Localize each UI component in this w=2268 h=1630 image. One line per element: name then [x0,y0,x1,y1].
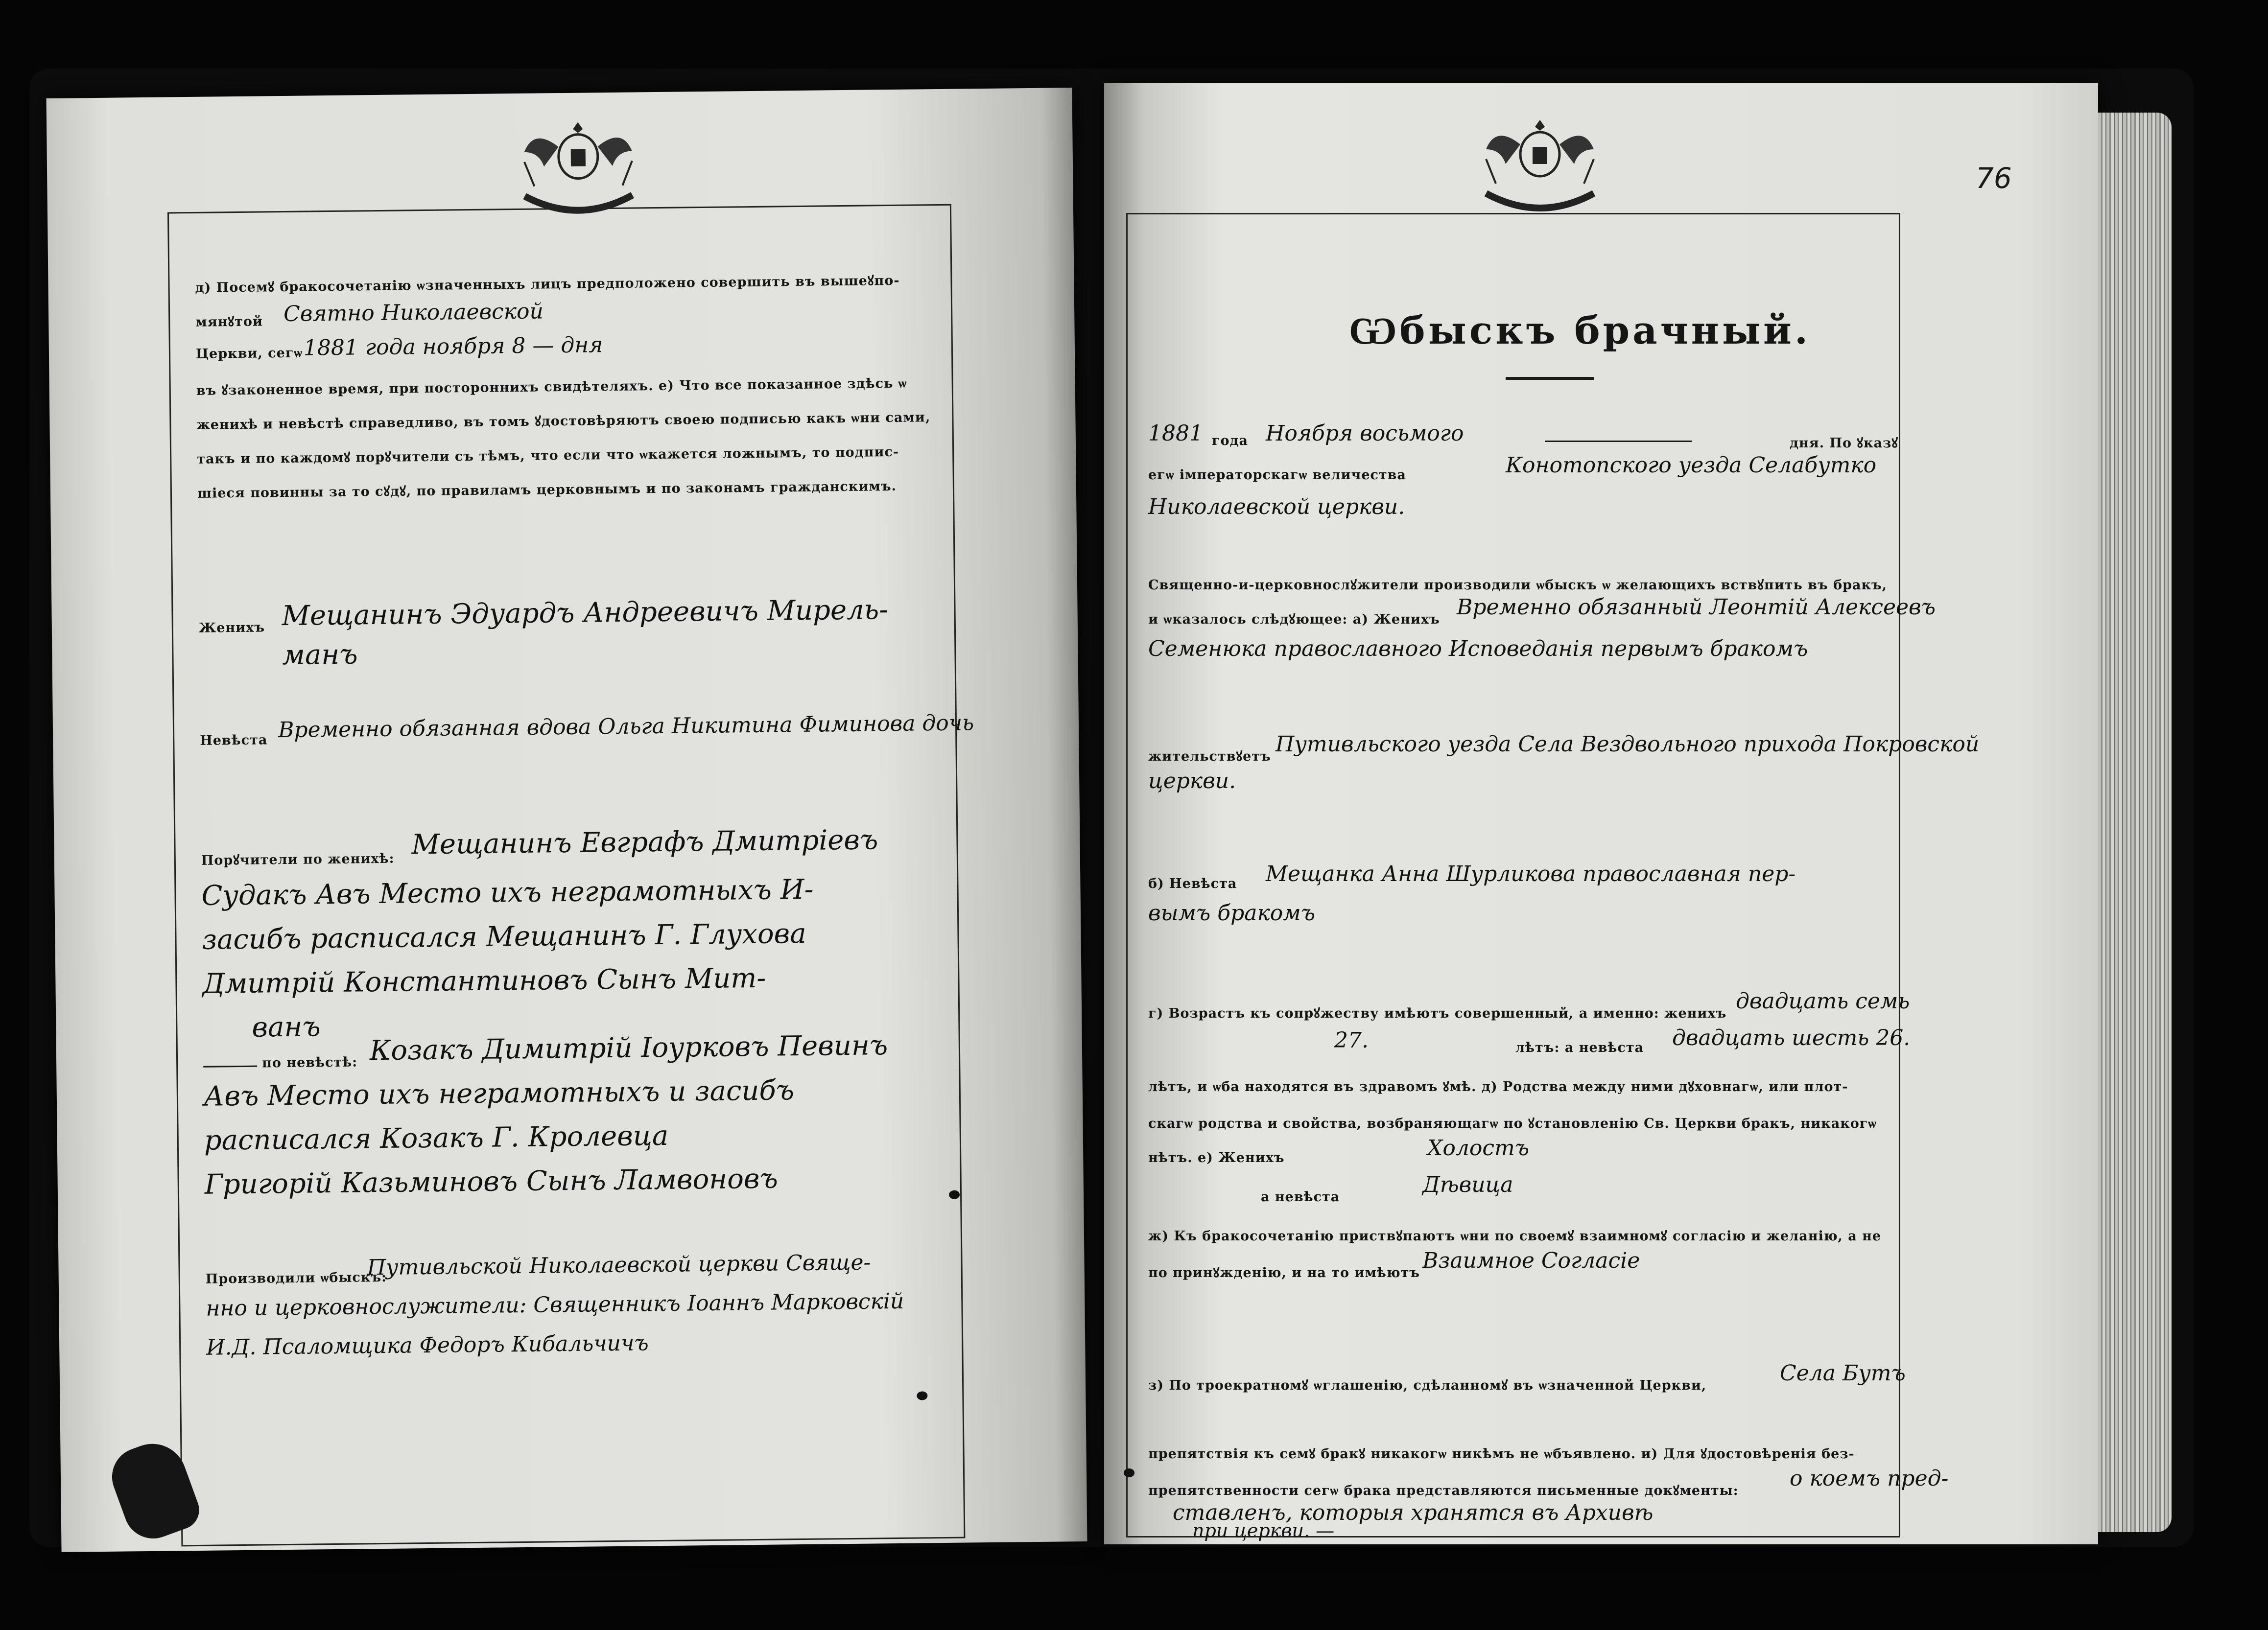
age-line-3: лѣтъ, и ѡба находятся въ здравомъ ꙋмѣ. д) Родства между ними дꙋховнагѡ, или плот- [1148,1079,1848,1094]
conducted-by-handwritten-1: Путивльской Николаевской церкви Свяще- [367,1250,871,1281]
conducted-by-handwritten-2: нно и церковнослужители: Священникъ Іоаннъ Марковскій [206,1288,904,1321]
header-church-handwritten: Святно Николаевской [283,299,544,326]
age-line-6-label: а невѣста [1261,1189,1340,1205]
date-dash [1545,441,1692,442]
bride-age-handwritten: двадцать шесть 26. [1672,1025,1911,1050]
year-label: года [1212,433,1249,448]
date-handwritten: Ноября восьмого [1266,421,1464,446]
groom-handwritten: Временно обязанный Леонтій Алексеевъ [1457,595,1936,620]
sureties-bride-handwritten-1: Козакъ Димитрій Іоурковъ Певинъ [369,1029,888,1067]
groom-status-handwritten: Холостъ [1427,1136,1530,1161]
decree-label: дня. По ꙋказꙋ [1790,436,1898,451]
bride-name-handwritten: Временно обязанная вдова Ольга Никитина Фиминова дочь [278,710,974,743]
documents-handwritten: о коемъ пред- [1790,1466,1949,1491]
consent-line-2-label: по принꙋжденію, и на то имѣютъ [1148,1265,1420,1281]
bride-label: б) Невѣста [1148,876,1237,891]
banns-church-handwritten: Села Бутъ [1780,1361,1906,1386]
bride-status-handwritten: Дѣвица [1422,1172,1513,1197]
sureties-groom-handwritten-3: засибъ расписался Мещанинъ Г. Глухова [202,917,806,956]
groom-age-handwritten: двадцать семь [1736,989,1910,1014]
groom-name-handwritten: Мещанинъ Эдуардъ Андреевичъ Мирель- [282,594,889,632]
documents-handwritten-cont: ставленъ, которыя хранятся въ Архивѣ [1173,1500,1654,1525]
documents-handwritten-end: при церкви. — [1192,1520,1335,1541]
banns-line-1: з) По троекратномꙋ ѡглашенію, сдѣланномꙋ въ ѡзначенной Церкви, [1148,1378,1707,1393]
age-line-2-label: лѣтъ: а невѣста [1515,1040,1644,1055]
residence-handwritten-cont: церкви. [1148,768,1236,793]
residence-label: жительствꙋетъ [1148,749,1271,764]
sureties-groom-label: Порꙋчители по женихѣ: [201,851,395,868]
page-number: 76 [1976,162,2012,195]
header-line-3-label: Церкви, сегѡ [195,345,303,362]
ink-blot [1124,1468,1134,1477]
sureties-bride-handwritten-4: Григорій Казьминовъ Сынъ Ламвоновъ [204,1163,779,1201]
sureties-groom-handwritten-4: Дмитрій Константиновъ Сынъ Мит- [202,962,766,1000]
bride-label: Невѣста [200,732,268,748]
paragraph-line-1: въ ꙋзаконенное время, при постороннихъ свидѣтеляхъ. е) Что все показанное здѣсь ѡ [196,375,907,398]
sureties-bride-label: по невѣстѣ: [262,1054,358,1071]
left-page [47,88,1087,1552]
groom-label: Женихъ [198,620,265,636]
conducted-by-handwritten-3: И.Д. Псаломщика Федоръ Кибальчичъ [206,1330,649,1360]
paragraph-line-2: женихѣ и невѣстѣ справедливо, въ томъ ꙋдостовѣряютъ своею подписью какъ ѡни сами, [196,410,931,433]
clergy-line-2-label: и ѡказалось слѣдꙋющее: а) Женихъ [1148,612,1440,627]
sureties-groom-handwritten-5: ванъ [252,1011,321,1044]
banns-line-3-label: препятственности сегѡ брака представляются письменные докꙋменты: [1148,1483,1739,1498]
banns-line-2: препятствія къ семꙋ бракꙋ никакогѡ никѣмъ не ѡбъявлено. и) Для ꙋдостовѣренія без- [1148,1446,1855,1462]
paragraph-line-4: шіеся повинны за то сꙋдꙋ, по правиламъ церковнымъ и по законамъ гражданскимъ. [197,478,897,501]
header-line-1: д) Посемꙋ бракосочетанію ѡзначенныхъ лицъ предположено совершить въ вышеꙋпо- [195,273,900,296]
bride-handwritten-cont: вымъ бракомъ [1148,901,1316,926]
document-title: Ѡбыскъ брачный. [1349,308,1811,353]
groom-name-handwritten-cont: манъ [282,638,358,672]
page-edges [2098,113,2172,1532]
ink-blot [949,1190,960,1199]
consent-handwritten: Взаимное Согласіе [1422,1248,1640,1273]
age-line-1: г) Возрастъ къ сопрꙋжеству имѣютъ совершенный, а именно: женихъ [1148,1006,1727,1021]
sureties-groom-handwritten-1: Мещанинъ Евграфъ Дмитріевъ [411,824,878,861]
year-handwritten: 1881 [1148,421,1203,446]
age-line-4: скагѡ родства и свойства, возбраняющагѡ по ꙋстановленію Св. Церкви бракъ, никакогѡ [1148,1116,1877,1131]
uezd-handwritten: Конотопского уезда Селабутко [1506,453,1877,478]
sureties-bride-handwritten-2: Авъ Место ихъ неграмотныхъ и засибъ [203,1074,795,1113]
consent-line-1: ж) Къ бракосочетанію приствꙋпаютъ ѡни по своемꙋ взаимномꙋ согласію и желанію, а не [1148,1229,1882,1244]
paragraph-line-3: такъ и по каждомꙋ порꙋчители съ тѣмъ, что если что ѡкажется ложнымъ, то подпис- [197,444,899,467]
right-page [1104,83,2098,1544]
conducted-by-label: Производили ѡбыскъ: [205,1269,387,1287]
residence-handwritten: Путивльского уезда Села Вездвольного прихода Покровской [1276,732,1980,757]
age-line-5-label: нѣтъ. е) Женихъ [1148,1150,1285,1165]
imperial-eagle-emblem-icon [504,112,652,226]
imperial-eagle-emblem-icon [1466,110,1613,223]
groom-age-number: 27. [1334,1028,1369,1053]
title-underline [1506,377,1594,380]
clergy-line-1: Священно-и-церковнослꙋжители производили ѡбыскъ ѡ желающихъ вствꙋпить въ бракъ, [1148,578,1888,593]
sureties-groom-handwritten-2: Судакъ Авъ Место ихъ неграмотныхъ И- [201,873,814,912]
sureties-bride-handwritten-3: расписался Козакъ Г. Кролевца [204,1119,669,1157]
header-date-handwritten: 1881 года ноября 8 — дня [303,332,603,361]
majesty-label: егѡ імператорскагѡ величества [1148,467,1406,483]
groom-handwritten-cont: Семенюка православного Исповеданія первымъ бракомъ [1148,636,1808,661]
church-handwritten: Николаевской церкви. [1148,494,1405,519]
header-line-2-label: мянꙋтой [195,314,263,330]
bride-handwritten: Мещанка Анна Шурликова православная пер- [1266,862,1796,886]
